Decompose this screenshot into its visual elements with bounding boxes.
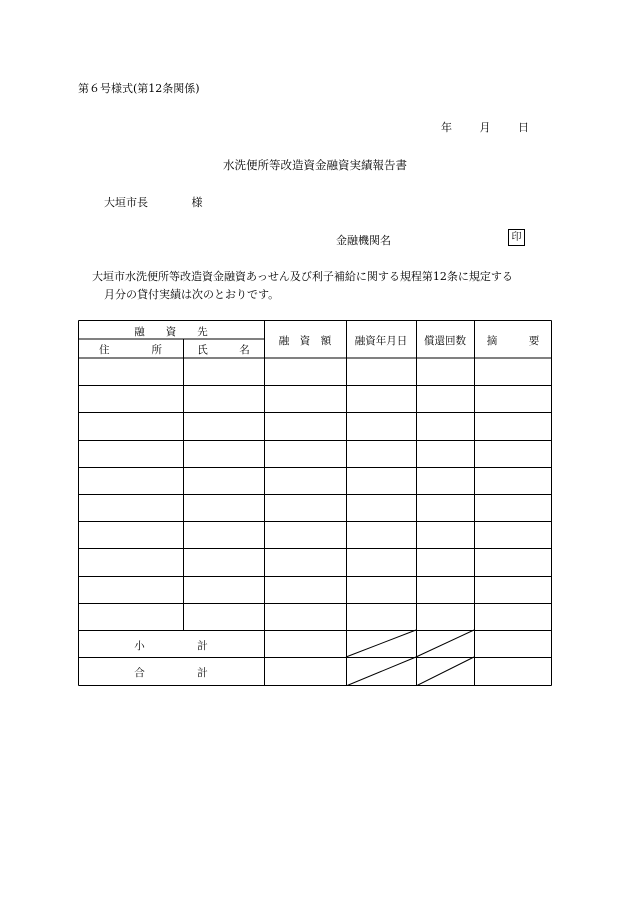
subtotal-label: 小 計: [134, 640, 208, 652]
addressee-name: 大垣市長: [104, 196, 148, 209]
diagonal-slash: [346, 630, 416, 657]
body-text-line-1: 大垣市水洗便所等改造資金融資あっせん及び利子補給に関する規程第12条に規定する: [92, 270, 513, 283]
total-label: 合 計: [134, 667, 208, 679]
diagonal-slash: [346, 657, 416, 686]
table-grid: [78, 320, 552, 686]
form-number: 第６号様式(第12条関係): [78, 82, 200, 95]
diagonal-slash: [416, 657, 474, 686]
addressee: [104, 194, 203, 210]
bank-name-label: 金融機関名: [336, 234, 391, 247]
date-line: [441, 119, 529, 135]
header-remarks: 摘 要: [486, 335, 540, 347]
date-day-label: 日: [518, 121, 529, 134]
header-name: 氏 名: [197, 344, 250, 356]
header-address: 住 所: [99, 344, 162, 356]
header-repayment-count: 償還回数: [424, 335, 466, 347]
loan-report-table: [78, 320, 552, 686]
body-text-line-2: 月分の貸付実績は次のとおりです。: [104, 288, 280, 301]
date-year-label: 年: [441, 121, 452, 134]
header-loan-date: 融資年月日: [354, 335, 408, 347]
addressee-honorific: 様: [191, 196, 203, 209]
header-loan-amount: 融 資 額: [278, 335, 332, 347]
diagonal-slash: [416, 630, 474, 657]
date-month-label: 月: [479, 121, 491, 134]
header-loan-recipient: 融 資 先: [134, 326, 208, 338]
seal-box: 印: [508, 229, 525, 246]
document-title: 水洗便所等改造資金融資実績報告書: [223, 158, 407, 172]
